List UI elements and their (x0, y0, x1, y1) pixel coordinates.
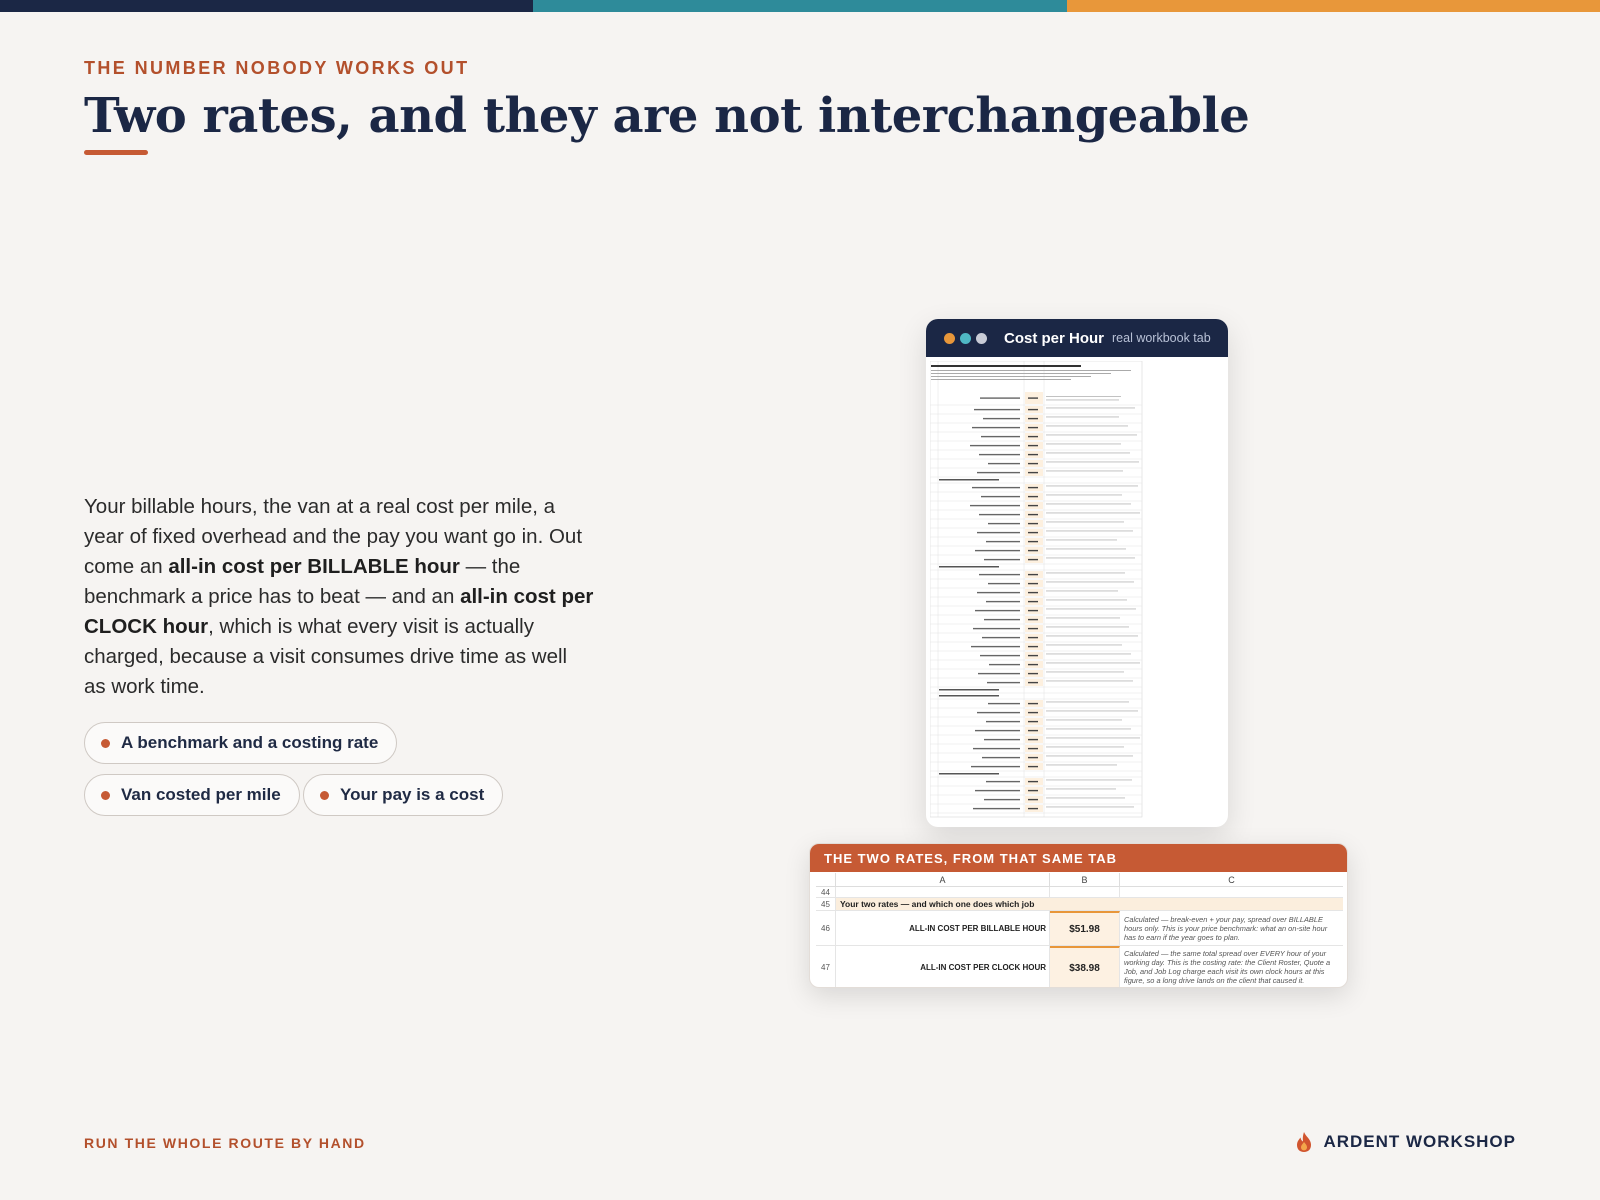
bullet-dot (101, 791, 110, 800)
brand-name: ARDENT WORKSHOP (1323, 1132, 1516, 1151)
column-b-header: B (1050, 873, 1120, 886)
billable-rate-label: ALL-IN COST PER BILLABLE HOUR (836, 911, 1050, 945)
clock-rate-note: Calculated — the same total spread over EVERY hour of your working day. This is the costing rate: the Client Roster, Quote a Job, and Job Log charge each visit its own clock hours at this figure, so a long drive lands on the client that caused it. (1124, 949, 1331, 985)
table-row: 47 ALL-IN COST PER CLOCK HOUR $38.98 Calculated — the same total spread over EVERY hour of your working day. This is the costing rate: the Client Roster, Quote a Job, and Job Log charge each visit its own clock hours at this figure, so a long drive lands on the client that caused it. (816, 946, 1343, 988)
workbook-title: Cost per Hour (1004, 329, 1105, 347)
workbook-titlebar (926, 319, 1228, 357)
window-dot-orange (944, 333, 955, 344)
table-row: 45 Your two rates — and which one does which job (816, 898, 1343, 911)
section-label: Your two rates — and which one does which job (836, 898, 1343, 910)
column-header-row (816, 873, 1343, 887)
rates-grid (816, 873, 1343, 988)
table-row: 44 (816, 887, 1343, 898)
title-underline (84, 150, 148, 155)
spreadsheet-thumbnail (930, 361, 1146, 821)
pill-pay: Your pay is a cost (303, 774, 503, 816)
billable-rate-value: $51.98 (1050, 911, 1120, 945)
bullet-dot (320, 791, 329, 800)
pill-benchmark: A benchmark and a costing rate (84, 722, 397, 764)
clock-rate-label: ALL-IN COST PER CLOCK HOUR (836, 946, 1050, 988)
pill-van: Van costed per mile (84, 774, 300, 816)
clock-rate-term: all-in cost per CLOCK hour (84, 585, 594, 638)
card-heading: THE TWO RATES, FROM THAT SAME TAB (810, 844, 1347, 872)
workbook-subtitle: real workbook tab (1112, 331, 1211, 345)
clock-rate-value: $38.98 (1050, 946, 1120, 988)
body-paragraph: Your billable hours, the van at a real cost per mile, a year of fixed overhead and the pay you want go in. Out come an all-in cost per BILLABLE hour — the benchmark a price has to beat — and an all-in cost per CLOCK hour, which is what every visit is actually charged, because a visit consumes drive time as well as work time. (84, 495, 594, 698)
page-title: Two rates, and they are not interchangeable (84, 88, 1250, 144)
brand (1294, 1131, 1516, 1153)
footer-tagline: RUN THE WHOLE ROUTE BY HAND (84, 1135, 366, 1151)
window-dot-grey (976, 333, 987, 344)
workbook-window (926, 319, 1228, 827)
column-c-header: C (1228, 875, 1235, 885)
two-rates-card (809, 843, 1348, 988)
billable-rate-term: all-in cost per BILLABLE hour (168, 555, 460, 578)
bullet-dot (101, 739, 110, 748)
table-row: 46 ALL-IN COST PER BILLABLE HOUR $51.98 Calculated — break-even + your pay, spread over BILLABLE hours only. This is your price benchmark: what an on-site hour has to earn if the year goes to plan. (816, 911, 1343, 946)
column-a-header: A (836, 873, 1050, 886)
flame-icon (1294, 1131, 1314, 1153)
billable-rate-note: Calculated — break-even + your pay, spread over BILLABLE hours only. This is your price benchmark: what an on-site hour has to earn if the year goes to plan. (1124, 914, 1328, 942)
window-dot-teal (960, 333, 971, 344)
eyebrow: THE NUMBER NOBODY WORKS OUT (84, 58, 470, 78)
top-color-bar (0, 0, 1600, 12)
